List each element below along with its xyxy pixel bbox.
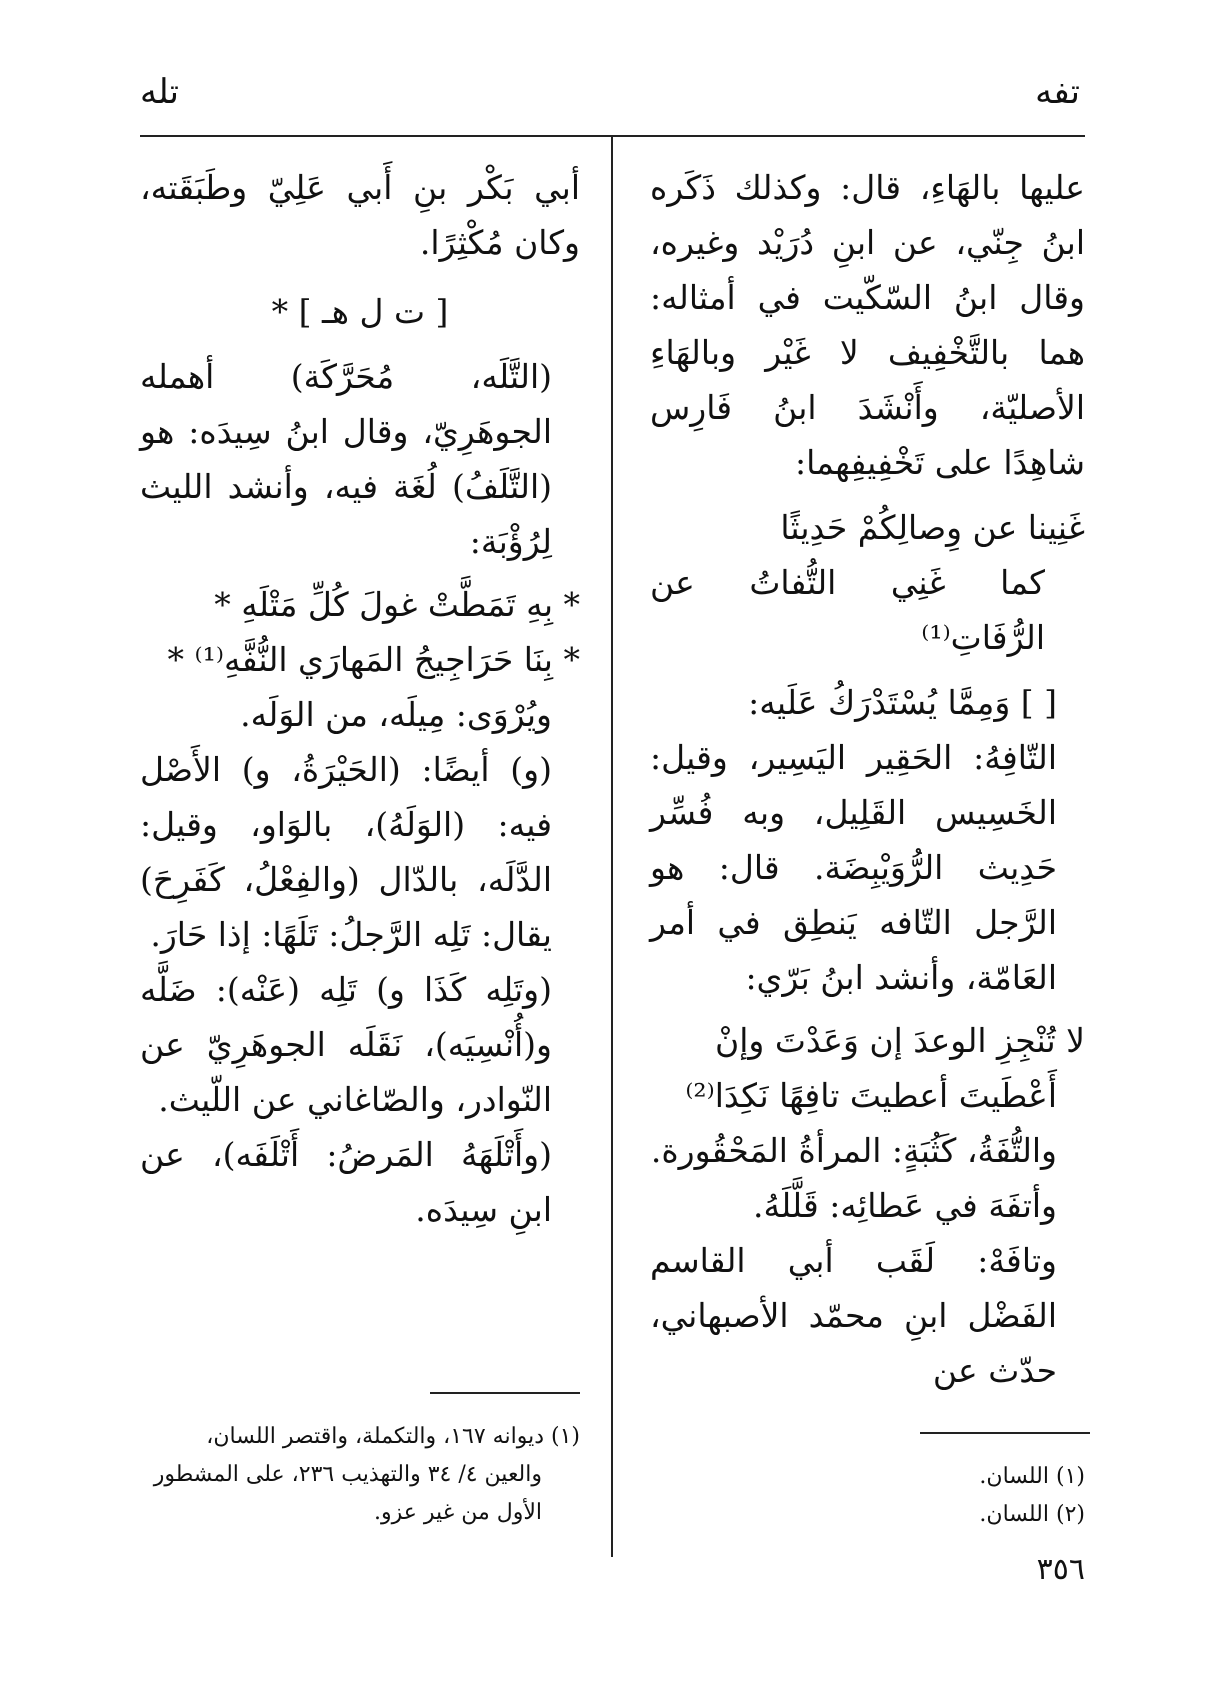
right-column <box>650 160 1085 1398</box>
text-line: فيه: (الوَلَهُ)، بالوَاو، وقيل: الدَّلَه، <box>140 805 552 899</box>
entry-heading: [ ت ل هـ ] * <box>271 292 449 331</box>
verse-line: كما غَنِي التُّفاتُ عن الرُّفَاتِ⁽¹⁾ <box>650 563 1045 657</box>
paragraph <box>650 730 1085 1005</box>
text-line: ابنُ جِنّي، عن ابنِ دُرَيْد وغيره، <box>650 223 1085 262</box>
text-line: وأتفَهَ في عَطائِه: قَلَّلَهُ. <box>752 1186 1057 1225</box>
column-divider <box>611 137 613 1557</box>
text-line: يَنطِق في أمر العَامّة، وأنشد ابنُ بَرّي: <box>650 903 1057 997</box>
page-header <box>140 64 1080 114</box>
text-line: النّوادر، والصّاغاني عن اللّيث. <box>158 1080 552 1119</box>
footnotes-right <box>760 1458 1085 1534</box>
text-line: وقال ابنُ السّكّيت في أمثاله: هما <box>650 278 1086 372</box>
footnote-continuation: والعين ٤/ ٣٤ والتهذيب ٢٣٦، على المشطور <box>153 1462 542 1487</box>
verse-line: لا تُنْجِزِ الوعدَ إن وَعَدْتَ وإنْ <box>715 1021 1085 1060</box>
text-line: الرُّوَيْبِضَة. قال: هو الرَّجل التّافه <box>650 848 1057 942</box>
text-line: بالتَّخْفِيف لا غَيْر وبالهَاءِ الأصليّة، <box>650 333 1085 427</box>
paragraph <box>650 160 1085 490</box>
paragraph <box>140 742 580 962</box>
paragraph <box>650 1233 1085 1398</box>
text-line: (وتَلِه كَذَا و) تَلِه (عَنْه): ضَلَّه <box>140 970 552 1009</box>
verse-line: أَعْطَيتَ أعطيتَ تافِهًا نَكِدَا⁽²⁾ <box>685 1076 1057 1115</box>
running-head-right: تفه <box>1035 72 1080 112</box>
footnote: (١) ديوانه ١٦٧، والتكملة، واقتصر اللسان، <box>206 1424 580 1449</box>
left-column <box>140 160 580 1237</box>
footnote-rule <box>920 1432 1090 1434</box>
text-line: سِيدَه. <box>415 1190 499 1229</box>
text-line: التّافِهُ: الحَقِير اليَسِير، وقيل: <box>650 738 1057 777</box>
text-line: (التَّلَه، مُحَرَّكَة) أهمله <box>140 357 552 396</box>
text-line: و(أُنْسِيَه)، نَقَلَه الجوهَرِيّ عن <box>140 1025 552 1064</box>
paragraph <box>140 349 580 569</box>
page-number: ٣٥٦ <box>1036 1552 1085 1587</box>
verse-line: غَنِينا عن وِصالِكُمْ حَدِيثًا <box>780 508 1085 547</box>
paragraph <box>140 160 580 270</box>
text-line: (و) أيضًا: (الحَيْرَةُ، و) الأَصْل <box>140 750 552 789</box>
text-line: (التَّلَفُ) لُغَة فيه، وأنشد الليث <box>140 467 552 506</box>
text-line: ويُرْوَى: مِيلَه، من الوَلَه. <box>240 695 552 734</box>
text-line: بالدّال (والفِعْلُ، كَفَرِحَ) يقال: تَلِه <box>140 860 552 954</box>
paragraph <box>140 962 580 1127</box>
text-line: مُكْثِرًا. <box>419 223 504 262</box>
text-line: (وأَتْلَهَهُ المَرضُ: أَتْلَفَه)، عن ابنِ <box>140 1135 552 1229</box>
footnote-rule <box>430 1392 580 1394</box>
footnote: (١) اللسان. <box>979 1464 1085 1489</box>
text-line: أبي بَكْر بنِ أَبي عَلِيّ وطَبَقَته، وكان <box>140 168 580 262</box>
text-line: الجوهَرِيّ، وقال ابنُ سِيدَه: هو <box>140 412 552 451</box>
text-line: وتافَهْ: لَقَب أبي القاسم الفَضْل <box>650 1241 1057 1335</box>
text-line: لِرُؤْبَة: <box>469 522 552 561</box>
text-line: الرَّجلُ: تَلَهًا: إذا حَارَ. <box>150 915 423 954</box>
footnotes-left <box>140 1418 580 1532</box>
paragraph <box>140 1127 580 1237</box>
text-line: عليها بالهَاءِ، قال: وكذلك ذَكَره <box>650 168 1085 207</box>
running-head-left: تله <box>140 72 179 112</box>
mustadrak-heading: [ ] وَمِمَّا يُسْتَدْرَكُ عَلَيه: <box>748 683 1057 722</box>
verse-line: * بِهِ تَمَطَّتْ غولَ كُلِّ مَتْلَهِ * <box>214 585 580 624</box>
footnote-continuation: الأول من غير عزو. <box>374 1500 542 1525</box>
text-line: وأَنْشَدَ ابنُ فَارِس شاهِدًا على <box>650 388 1085 482</box>
text-line: ابنِ محمّد الأصبهاني، حدّث عن <box>650 1296 1057 1390</box>
text-line: والتُّفَةُ، كَثُبَةٍ: المرأةُ المَحْقُورة. <box>650 1131 1057 1170</box>
text-line: الخَسِيس القَلِيل، وبه فُسِّر حَدِيث <box>650 793 1057 887</box>
verse-line: * بِنَا حَرَاجِيجُ المَهارَي النُّفَّهِ⁽¹⁾ * <box>167 640 580 679</box>
footnote: (٢) اللسان. <box>979 1502 1085 1527</box>
text-line: تَخْفِيفِهما: <box>794 443 925 482</box>
